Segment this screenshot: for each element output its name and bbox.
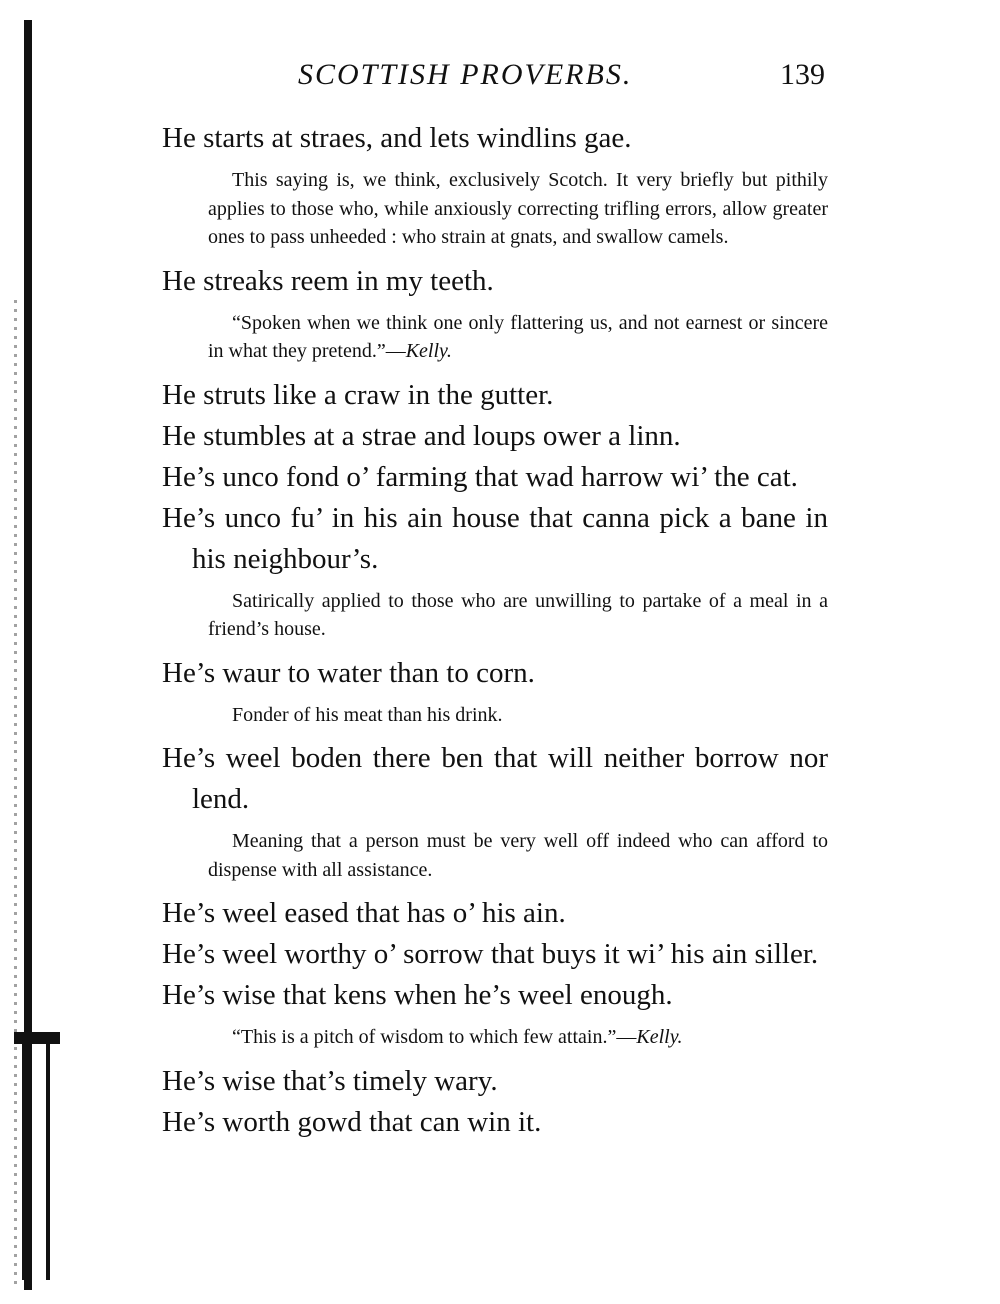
binding-lower-edge <box>22 1040 50 1280</box>
proverb: He’s worth gowd that can win it. <box>162 1105 542 1138</box>
proverb: He’s unco fond o’ farming that wad harrow wi’ the cat. <box>162 460 798 493</box>
proverb-note: Fonder of his meat than his drink. <box>232 703 503 726</box>
proverb-note <box>208 1023 828 1052</box>
proverb: He’s wise that’s timely wary. <box>162 1064 498 1097</box>
note-text: “This is a pitch of wisdom to which few attain.”— <box>232 1026 637 1048</box>
proverb-note <box>208 309 828 366</box>
note-attribution: Kelly. <box>636 1026 683 1048</box>
note-attribution: Kelly. <box>405 340 452 362</box>
proverb: He starts at straes, and lets windlins gae. <box>162 122 632 154</box>
running-title: SCOTTISH PROVERBS. <box>298 58 633 91</box>
binding-edge-texture <box>14 300 17 1290</box>
proverb-list <box>162 118 828 1143</box>
proverb-note: Satirically applied to those who are unwilling to partake of a meal in a friend’s house. <box>208 589 828 640</box>
proverb: He’s wise that kens when he’s weel enough. <box>162 979 673 1011</box>
page-header <box>0 58 1000 98</box>
proverb: He’s waur to water than to corn. <box>162 656 535 689</box>
proverb: He’s unco fu’ in his ain house that canna pick a bane in his neighbour’s. <box>162 501 828 575</box>
proverb: He’s weel boden there ben that will neither borrow nor lend. <box>162 742 828 815</box>
proverb-note: This saying is, we think, exclusively Scotch. It very briefly but pithily applies to those who, while anxiously correcting trifling errors, allow greater ones to pass unheeded : who strain at gnats, and swallow camels. <box>208 169 828 248</box>
proverb-note: Meaning that a person must be very well off indeed who can afford to dispense with all assistance. <box>208 830 828 881</box>
page-number: 139 <box>780 58 825 91</box>
proverb: He struts like a craw in the gutter. <box>162 378 554 411</box>
proverb: He’s weel worthy o’ sorrow that buys it wi’ his ain siller. <box>162 938 819 970</box>
proverb: He stumbles at a strae and loups ower a linn. <box>162 419 681 452</box>
note-text: “Spoken when we think one only flattering us, and not earnest or sincere in what they pretend.”— <box>208 311 828 362</box>
proverb: He streaks reem in my teeth. <box>162 264 494 297</box>
proverb: He’s weel eased that has o’ his ain. <box>162 897 566 929</box>
